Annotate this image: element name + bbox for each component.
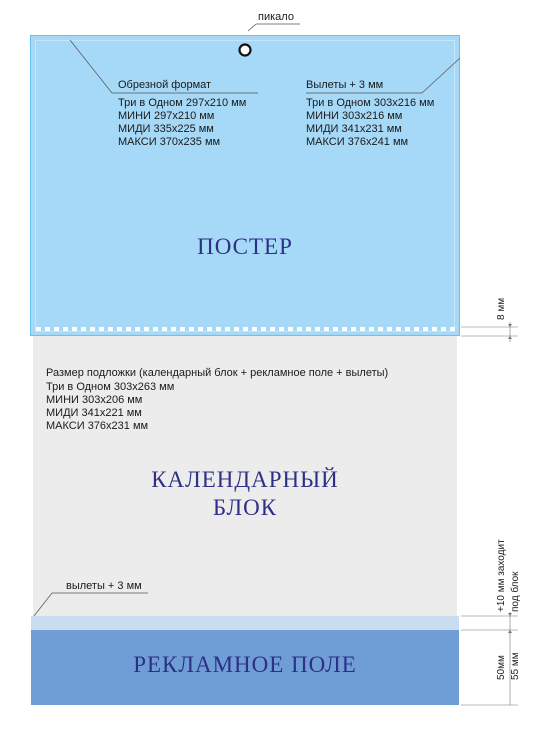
substrate-line: МАКСИ 376х231 мм bbox=[46, 420, 149, 432]
calendar-title-line2: БЛОК bbox=[212, 495, 278, 520]
trim-line: МИНИ 297х210 мм bbox=[118, 110, 215, 122]
perforation-dimension-label: 8 мм bbox=[496, 297, 507, 320]
trim-line: МИДИ 335х225 мм bbox=[118, 123, 214, 135]
ad-height-label-2: 55 мм bbox=[510, 652, 521, 680]
bleed-line: МИДИ 341х231 мм bbox=[306, 123, 402, 135]
hanger-hole-icon bbox=[240, 45, 251, 56]
substrate-line: МИДИ 341х221 мм bbox=[46, 407, 142, 419]
substrate-heading: Размер подложки (календарный блок + рекламное поле + вылеты) bbox=[46, 367, 389, 379]
substrate-list bbox=[46, 381, 174, 433]
ad-height-label-1: 50мм bbox=[496, 655, 507, 680]
substrate-line: Три в Одном 303х263 мм bbox=[46, 381, 175, 393]
overlap-dimension-label-2: под блок bbox=[510, 571, 521, 612]
poster-title: ПОСТЕР bbox=[197, 234, 293, 259]
bleed-line: Три в Одном 303х216 мм bbox=[306, 97, 435, 109]
trim-format-list bbox=[118, 97, 246, 149]
calendar-title-line1: КАЛЕНДАРНЫЙ bbox=[151, 467, 339, 492]
bleed-line: МАКСИ 376х241 мм bbox=[306, 136, 409, 148]
trim-line: МАКСИ 370х235 мм bbox=[118, 136, 221, 148]
trim-format-heading: Обрезной формат bbox=[118, 79, 212, 91]
hole-label: пикало bbox=[258, 11, 294, 23]
overlap-dimension-label-1: +10 мм заходит bbox=[496, 539, 507, 612]
calendar-bleed-note: вылеты + 3 мм bbox=[66, 580, 142, 592]
bleed-line: МИНИ 303х216 мм bbox=[306, 110, 403, 122]
calendar-title bbox=[33, 466, 457, 522]
bleed-list bbox=[306, 97, 434, 149]
substrate-line: МИНИ 303х206 мм bbox=[46, 394, 143, 406]
trim-line: Три в Одном 297х210 мм bbox=[118, 97, 247, 109]
ad-field-title: РЕКЛАМНОЕ ПОЛЕ bbox=[133, 652, 357, 677]
bleed-heading: Вылеты + 3 мм bbox=[306, 79, 384, 91]
